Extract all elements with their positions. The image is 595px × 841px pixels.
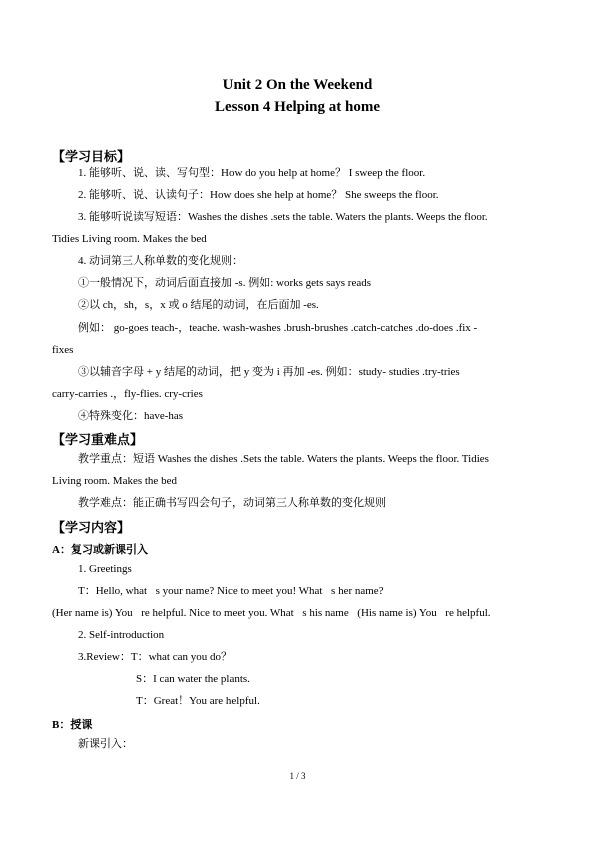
- content-heading: 【学习内容】: [52, 520, 131, 535]
- dialogue-teacher-great: T：Great！You are helpful.: [136, 695, 260, 707]
- objective-item-2: 2. 能够听、说、认读句子：How does she help at home？ She sweeps the floor.: [78, 189, 439, 201]
- objective-item-3: 3. 能够听说读写短语：Washes the dishes .sets the table. Waters the plants. Weeps the floor.: [78, 211, 488, 223]
- new-lesson-intro: 新课引入：: [78, 738, 133, 750]
- self-intro-item: 2. Self-introduction: [78, 629, 165, 641]
- dialogue-teacher-line: T：Hello, what s your name? Nice to meet you! What s her name?: [78, 585, 384, 597]
- rule-3-cont: carry-carries .，fly-flies. cry-cries: [52, 388, 203, 400]
- rule-2-examples: 例如： go-goes teach-，teache. wash-washes .brush-brushes .catch-catches .do-does .fix -: [78, 322, 478, 334]
- dialogue-student-line: S：I can water the plants.: [136, 673, 250, 685]
- objective-item-1: 1. 能够听、说、读、写句型：How do you help at home？ I sweep the floor.: [78, 167, 426, 179]
- objectives-heading: 【学习目标】: [52, 149, 131, 164]
- teaching-focus: 教学重点：短语 Washes the dishes .Sets the table. Waters the plants. Weeps the floor. Tidies: [78, 453, 489, 465]
- greetings-item: 1. Greetings: [78, 563, 132, 575]
- teaching-focus-cont: Living room. Makes the bed: [52, 475, 177, 487]
- rule-3: ③以辅音字母 + y 结尾的动词，把 y 变为 i 再加 -es. 例如：study- studies .try-tries: [78, 366, 460, 378]
- section-b-heading: B：授课: [52, 719, 93, 731]
- rule-2-examples-cont: fixes: [52, 344, 74, 356]
- review-item: 3.Review：T：what can you do？: [78, 651, 232, 663]
- dialogue-her-line: (Her name is) You re helpful. Nice to meet you. What s his name？(His name is) You re helpful.: [52, 607, 491, 619]
- unit-title: Unit 2 On the Weekend: [222, 77, 373, 93]
- objective-item-3-cont: Tidies Living room. Makes the bed: [52, 233, 207, 245]
- teaching-difficulty: 教学难点：能正确书写四会句子，动词第三人称单数的变化规则: [78, 497, 386, 509]
- rule-4: ④特殊变化：have-has: [78, 410, 184, 422]
- rule-2: ②以 ch，sh，s，x 或 o 结尾的动词，在后面加 -es.: [78, 299, 319, 311]
- objective-item-4: 4. 动词第三人称单数的变化规则：: [78, 255, 243, 267]
- rule-1: ①一般情况下，动词后面直接加 -s. 例如: works gets says reads: [78, 277, 372, 289]
- lesson-title: Lesson 4 Helping at home: [214, 99, 380, 115]
- section-a-heading: A：复习或新课引入: [52, 544, 148, 556]
- keypoints-heading: 【学习重难点】: [52, 432, 144, 447]
- page-number: 1 / 3: [289, 771, 306, 781]
